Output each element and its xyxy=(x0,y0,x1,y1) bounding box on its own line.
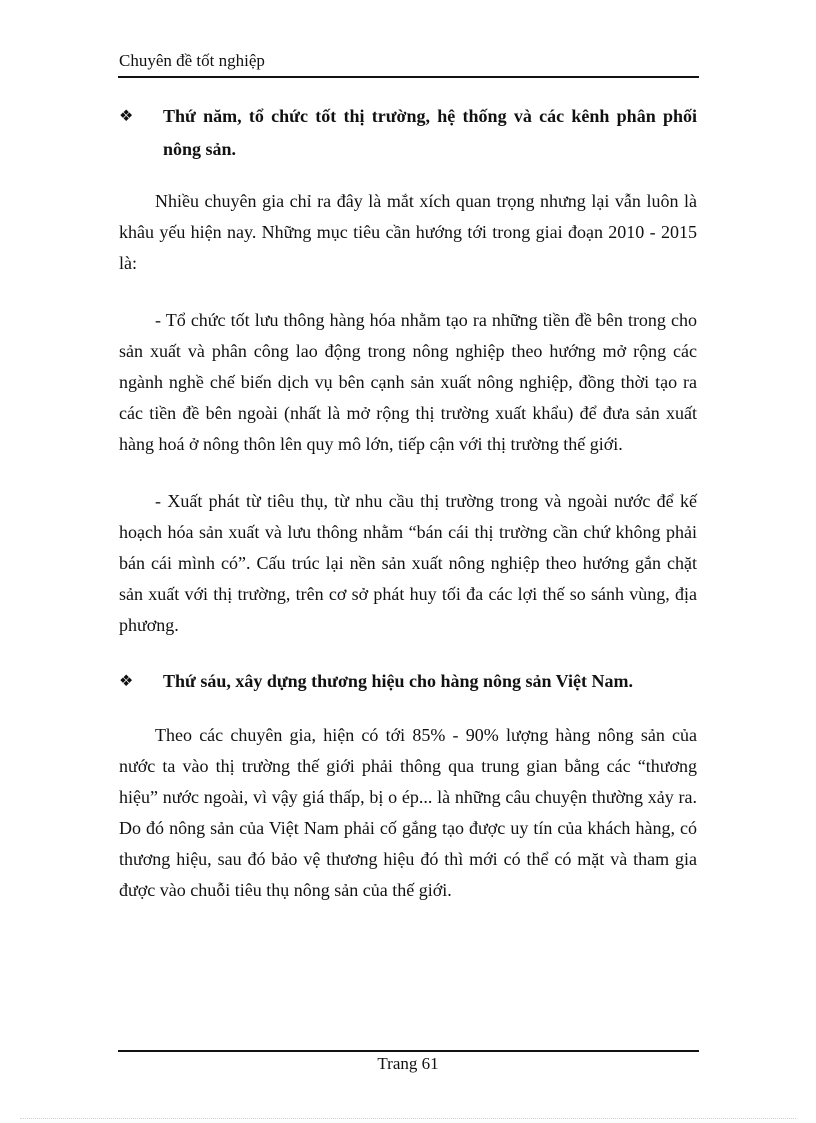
footer-divider xyxy=(118,1050,699,1052)
paragraph: Nhiều chuyên gia chỉ ra đây là mắt xích quan trọng nhưng lại vẫn luôn là khâu yếu hiện nay. Những mục tiêu cần hướng tới trong giai đoạn 2010 - 2015 là: xyxy=(119,191,697,273)
page-header-title: Chuyên đề tốt nghiệp xyxy=(119,51,265,70)
section-heading-sixth xyxy=(119,665,697,698)
paragraph: - Tổ chức tốt lưu thông hàng hóa nhằm tạo ra những tiền đề bên trong cho sản xuất và phân công lao động trong nông nghiệp theo hướng mở rộng các ngành nghề chế biến dịch vụ bên cạnh sản xuất nông nghiệp, đồng thời tạo ra các tiền đề bên ngoài (nhất là mở rộng thị trường xuất khẩu) để đưa sản xuất hàng hoá ở nông thôn lên quy mô lớn, tiếp cận với thị trường thế giới. xyxy=(119,310,697,454)
section-heading-text: Thứ năm, tổ chức tốt thị trường, hệ thống và các kênh phân phối nông sản. xyxy=(163,106,697,159)
page-number: Trang 61 xyxy=(377,1054,439,1073)
section-heading-text: Thứ sáu, xây dựng thương hiệu cho hàng nông sản Việt Nam. xyxy=(163,671,633,691)
page-edge-dotted-line xyxy=(20,1118,796,1119)
section-heading-fifth xyxy=(119,100,697,166)
header-divider xyxy=(118,76,699,78)
document-body xyxy=(119,100,697,906)
paragraph: Theo các chuyên gia, hiện có tới 85% - 90% lượng hàng nông sản của nước ta vào thị trường thế giới phải thông qua trung gian bằng các “thương hiệu” nước ngoài, vì vậy giá thấp, bị o ép... là những câu chuyện thường xảy ra. Do đó nông sản của Việt Nam phải cố gắng tạo được uy tín của khách hàng, có thương hiệu, sau đó bảo vệ thương hiệu đó thì mới có thể có mặt và tham gia được vào chuỗi tiêu thụ nông sản của thế giới. xyxy=(119,725,697,900)
diamond-bullet-icon: ❖ xyxy=(119,108,134,125)
diamond-bullet-icon: ❖ xyxy=(119,673,134,690)
paragraph: - Xuất phát từ tiêu thụ, từ nhu cầu thị trường trong và ngoài nước để kế hoạch hóa sản xuất và lưu thông nhằm “bán cái thị trường cần chứ không phải bán cái mình có”. Cấu trúc lại nền sản xuất nông nghiệp theo hướng gắn chặt sản xuất với thị trường, trên cơ sở phát huy tối đa các lợi thế so sánh vùng, địa phương. xyxy=(119,491,697,635)
